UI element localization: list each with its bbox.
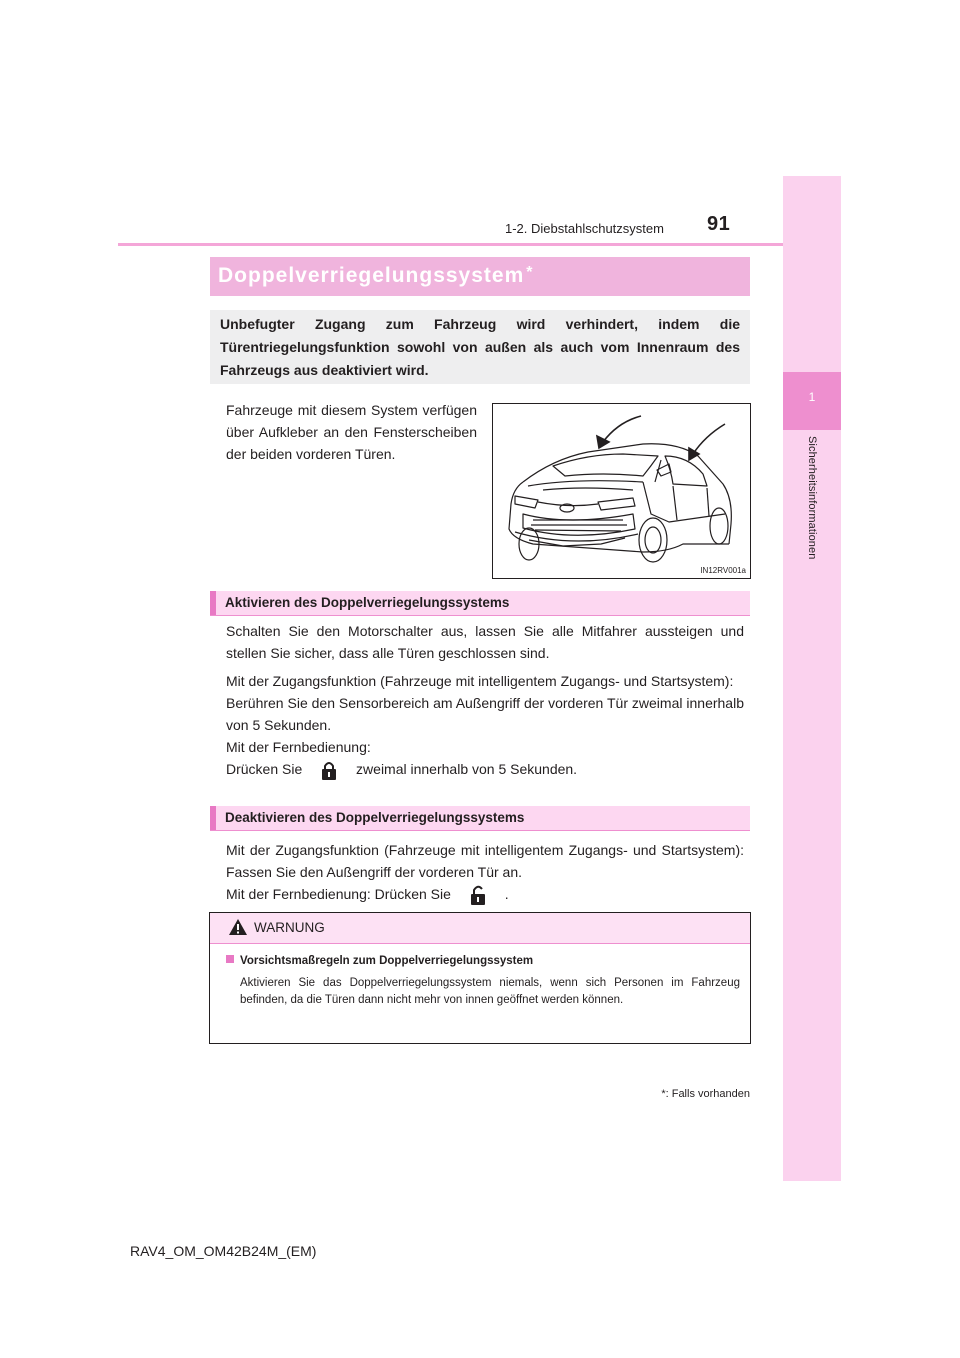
deactivate-press-prefix: Mit der Fernbedienung: Drücken Sie: [226, 886, 451, 902]
footnote: [620, 1088, 750, 1100]
intro-text: Unbefugter Zugang zum Fahrzeug wird verhindert, indem die Türentriegelungsfunktion sowohl von außen als auch vom Innenraum des Fahrzeugs aus deaktiviert wird.: [220, 315, 740, 378]
activate-para-2-line-2: Berühren Sie den Sensorbereich am Außengriff der vorderen Tür zweimal innerhalb von 5 Sekunden.: [226, 695, 744, 733]
activate-para-1: Schalten Sie den Motorschalter aus, lassen Sie alle Mitfahrer aussteigen und stellen Sie sicher, dass alle Türen geschlossen sind.: [226, 623, 744, 661]
description-text: Fahrzeuge mit diesem System verfügen über Aufkleber an den Fensterscheiben der beiden vorderen Türen.: [226, 402, 477, 462]
warning-triangle-icon: [228, 918, 248, 936]
warning-header: [210, 913, 750, 944]
activate-para-2-line-1: Mit der Zugangsfunktion (Fahrzeuge mit intelligentem Zugangs- und Startsystem):: [226, 673, 734, 689]
page-title-text: Doppelverriegelungssystem: [218, 264, 525, 287]
warning-body: Aktivieren Sie das Doppelverriegelungssystem niemals, wenn sich Personen im Fahrzeug befinden, da die Türen dann nicht mehr von innen geöffnet werden können.: [240, 977, 740, 1006]
warning-box: [209, 912, 751, 1044]
chapter-title: Sicherheitsinformationen: [806, 436, 818, 560]
warning-subheading-text: Vorsichtsmaßregeln zum Doppelverriegelungssystem: [240, 955, 534, 967]
warning-title: WARNUNG: [254, 920, 325, 935]
activate-para-2-line-3: Mit der Fernbedienung:: [226, 739, 371, 755]
deactivate-press-suffix: .: [504, 886, 509, 902]
activate-press-prefix: Drücken Sie: [226, 761, 303, 777]
activate-heading-bar: [210, 591, 750, 616]
document-code: RAV4_OM_OM42B24M_(EM): [130, 1243, 317, 1259]
page-title: [218, 264, 534, 288]
title-optional-marker: *: [526, 264, 534, 281]
heading-marker: [210, 806, 216, 830]
lock-icon: [306, 760, 352, 780]
activate-heading: Aktivieren des Doppelverriegelungssystems: [225, 595, 510, 610]
activate-press-line: [226, 758, 744, 780]
header-rule: [118, 243, 783, 246]
footnote-marker: *: [661, 1088, 666, 1100]
deactivate-para-1: Mit der Zugangsfunktion (Fahrzeuge mit intelligentem Zugangs- und Startsystem): Fassen Sie den Außengriff der vorderen Tür an.: [226, 842, 744, 880]
activate-instructions: [226, 620, 744, 780]
heading-marker: [210, 591, 216, 615]
warning-subheading: [226, 955, 533, 967]
page-number: 91: [707, 213, 731, 235]
deactivate-instructions: [226, 839, 744, 905]
section-reference: 1-2. Diebstahlschutzsystem: [505, 221, 664, 236]
chapter-side-strip: [783, 176, 841, 1181]
activate-press-suffix: zweimal innerhalb von 5 Sekunden.: [356, 761, 578, 777]
unlock-icon: [455, 885, 501, 905]
footnote-text: : Falls vorhanden: [665, 1088, 750, 1100]
deactivate-press-line: [226, 883, 744, 905]
deactivate-heading-bar: [210, 806, 750, 831]
vehicle-drawing: [493, 404, 750, 578]
deactivate-heading: Deaktivieren des Doppelverriegelungssystems: [225, 810, 525, 825]
vehicle-illustration: [492, 403, 751, 579]
bullet-square-icon: [226, 955, 234, 963]
chapter-number: 1: [808, 390, 816, 404]
figure-code: IN12RV001a: [700, 566, 746, 575]
intro-box: [210, 310, 750, 384]
